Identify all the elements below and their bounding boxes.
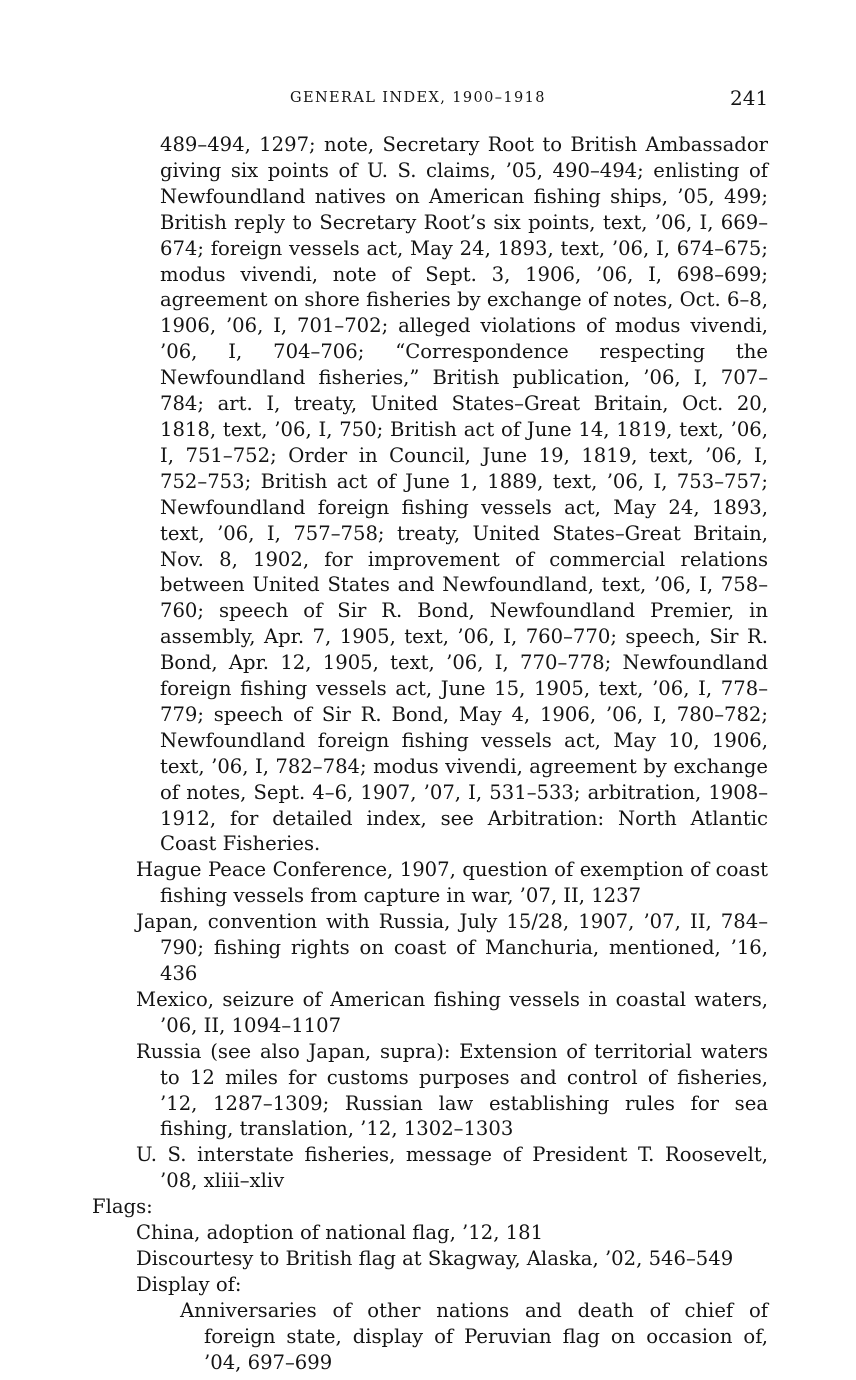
index-entry-newfoundland-continued: 489–494, 1297; note, Secretary Root to British Ambassador giving six points of U. S. claims, ’05, 490–494; enlisting of Newfoundland natives on American fishing ships, ’05, 499; British reply to Secretary Root’s six points, text, ’06, I, 669–674; foreign vessels act, May 24, 1893, text, ’06, I, 674–675; modus vivendi, note of Sept. 3, 1906, ’06, I, 698–699; agreement on shore fisheries by exchange of notes, Oct. 6–8, 1906, ’06, I, 701–702; alleged violations of modus vivendi, ’06, I, 704–706; “Correspondence respecting the Newfoundland fisheries,” British publication, ’06, I, 707–784; art. I, treaty, United States–Great Britain, Oct. 20, 1818, text, ’06, I, 750; British act of June 14, 1819, text, ’06, I, 751–752; Order in Council, June 19, 1819, text, ’06, I, 752–753; British act of June 1, 1889, text, ’06, I, 753–757; Newfoundland foreign fishing vessels act, May 24, 1893, text, ’06, I, 757–758; treaty, United States–Great Britain, Nov. 8, 1902, for improvement of commercial relations between United States and Newfoundland, text, ’06, I, 758–760; speech of Sir R. Bond, Newfoundland Premier, in assembly, Apr. 7, 1905, text, ’06, I, 760–770; speech, Sir R. Bond, Apr. 12, 1905, text, ’06, I, 770–778; Newfoundland foreign fishing vessels act, June 15, 1905, text, ’06, I, 778–779; speech of Sir R. Bond, May 4, 1906, ’06, I, 780–782; Newfoundland foreign fishing vessels act, May 10, 1906, text, ’06, I, 782–784; modus vivendi, agreement by exchange of notes, Sept. 4–6, 1907, ’07, I, 531–533; arbitration, 1908–1912, for detailed index, see Arbitration: North Atlantic Coast Fisheries.: [160, 133, 768, 856]
index-entry-anniversaries: Anniversaries of other nations and death of chief of foreign state, display of Peruvian flag on occasion of, ’04, 697–699: [180, 1298, 768, 1374]
index-entry-russia: Russia (see also Japan, supra): Extension of territorial waters to 12 miles for customs purposes and control of fisheries, ’12, 1287–1309; Russian law establishing rules for sea fishing, translation, ’12, 1302–1303: [136, 1039, 768, 1141]
index-entry-discourtesy-british-flag: Discourtesy to British flag at Skagway, Alaska, ’02, 546–549: [136, 1246, 734, 1270]
index-body: [92, 132, 768, 1376]
running-title: GENERAL INDEX, 1900–1918: [290, 90, 546, 106]
index-entry-display-of: Display of:: [136, 1272, 242, 1296]
index-entry-hague-peace-conference: Hague Peace Conference, 1907, question of exemption of coast fishing vessels from capture in war, ’07, II, 1237: [136, 858, 768, 908]
index-entry-japan: Japan, convention with Russia, July 15/28, 1907, ’07, II, 784–790; fishing rights on coast of Manchuria, mentioned, ’16, 436: [136, 910, 768, 985]
index-heading-flags: Flags:: [92, 1195, 153, 1219]
index-entry-china-flag: China, adoption of national flag, ’12, 181: [136, 1221, 544, 1245]
page-number: 241: [730, 86, 769, 110]
index-entry-mexico: Mexico, seizure of American fishing vessels in coastal waters, ’06, II, 1094–1107: [136, 987, 768, 1037]
index-entry-us-interstate-fisheries: U. S. interstate fisheries, message of President T. Roosevelt, ’08, xliii–xliv: [136, 1143, 768, 1193]
